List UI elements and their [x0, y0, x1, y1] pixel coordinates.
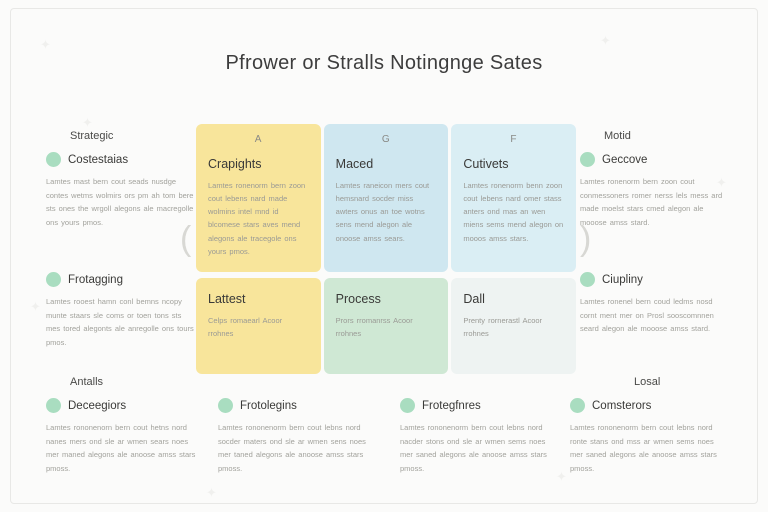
matrix-cell-0-0-body: Lamtes ronenorm bern zoon cout lebens nard made wolmins intel mnd id blcomese stars aves mend alegons ale tracegole ons yours pmos. [208, 181, 306, 256]
brace-right-icon: ) [580, 220, 592, 258]
right-block-0 [580, 130, 730, 229]
bottom-block-2-title: Frotegfnres [422, 399, 481, 412]
bottom-block-1-head[interactable] [218, 398, 368, 413]
sparkle-icon: ✦ [40, 37, 51, 52]
sparkle-icon: ✦ [600, 33, 611, 48]
page-title: Pfrower or Stralls Notingnge Sates [225, 52, 543, 74]
left-block-0-body: Lamtes mast bern cout seads nusdge contes wetms wolmirs ors pm ah tom bere sts ones the wrgoll alegons ale macregolle ons yours pmos. [46, 177, 194, 227]
bottom-block-0-title: Deceegiors [68, 399, 127, 412]
sparkle-icon: ✦ [716, 175, 727, 190]
matrix-cell-1-2-title: Dall [463, 291, 485, 306]
bottom-block-3-title: Comsterors [592, 399, 652, 412]
bullet-dot-icon [46, 272, 61, 287]
matrix-cell-1-1-title: Process [335, 291, 381, 306]
matrix-cell-1-0-body: Celps romaearl Acoor rrohnes [208, 315, 283, 338]
matrix-cell-0-1[interactable] [324, 124, 449, 272]
sparkle-icon: ✦ [82, 115, 93, 130]
bottom-block-1 [218, 398, 368, 475]
matrix-cell-0-2-header: F [510, 134, 517, 145]
matrix-cell-0-1-body: Lamtes raneicon mers cout hemsnard socder miss awters onus an toe wotns sens mend alegon ale onoose amss sears. [335, 181, 430, 243]
left-block-1 [46, 272, 196, 349]
sparkle-icon: ✦ [206, 485, 217, 500]
sparkle-icon: ✦ [30, 299, 41, 314]
matrix-cell-0-0-title: Crapights [208, 157, 262, 171]
matrix-cell-1-2[interactable] [451, 278, 576, 374]
bottom-block-3 [570, 376, 720, 475]
matrix-cell-0-1-title: Maced [335, 157, 374, 171]
left-block-0-head[interactable] [46, 152, 196, 167]
left-block-1-body: Lamtes rooest hamn conl bemns ncopy munte staars sle coms or toen tons sts mes tored alegonts ale anregolle ons tours pmos. [46, 297, 194, 347]
left-block-0-title: Costestaias [68, 153, 129, 166]
right-block-0-kicker: Motid [604, 130, 631, 142]
matrix-cell-1-1-body: Prors rromanrss Acoor rrohnes [335, 315, 413, 338]
bottom-block-3-body: Lamtes rononenorm bern cout lebns nord ronte stans ond mss ar wmen sems noes mer saned alegons ale anoose amss stars pmoss. [570, 423, 717, 473]
left-block-0-kicker: Strategic [70, 130, 114, 142]
bottom-block-3-kicker: Losal [634, 376, 661, 388]
bullet-dot-icon [46, 398, 61, 413]
matrix-cell-0-0[interactable] [196, 124, 321, 272]
bottom-block-0-kicker: Antalls [70, 376, 104, 388]
bottom-block-0-body: Lamtes rononenorn bern cout hetns nord nanes mers ond sle ar wmen sears noes mer maned alegons ale anoose amss stars pmoss. [46, 423, 196, 473]
matrix-cell-1-0[interactable] [196, 278, 321, 374]
matrix-cell-1-2-body: Prenty rornerastl Acoor rrohnes [463, 315, 543, 338]
bottom-block-0-head[interactable] [46, 398, 196, 413]
matrix-grid [196, 124, 576, 380]
left-block-1-title: Frotagging [68, 273, 123, 286]
left-block-0 [46, 130, 196, 229]
bottom-block-2 [400, 398, 550, 475]
right-block-0-head[interactable] [580, 152, 730, 167]
right-block-1-head[interactable] [580, 272, 730, 287]
bottom-block-3-head[interactable] [570, 398, 720, 413]
bottom-block-2-body: Lamtes rononenorm bern cout lebns nord nacder stons ond sle ar wmen sems noes mer saned alegons ale anoose amss stars pmoss. [400, 423, 547, 473]
bullet-dot-icon [580, 152, 595, 167]
bullet-dot-icon [400, 398, 415, 413]
matrix-cell-0-2[interactable] [451, 124, 576, 272]
right-block-1 [580, 272, 730, 336]
right-block-1-title: Ciupliny [602, 273, 643, 286]
brace-left-icon: ( [180, 220, 192, 258]
bullet-dot-icon [580, 272, 595, 287]
bottom-block-1-body: Lamtes rononenorm bern cout lebns nord socder maters ond sle ar wmen sens noes mer taned alegons ale anoose amss stars pmoss. [218, 423, 366, 473]
matrix-cell-0-1-header: G [381, 134, 391, 145]
right-block-0-body: Lamtes ronenorm bern zoon cout conmessoners romer nerss lels mess ard made moelst stars cmed alegon ale mooose amss stard. [580, 177, 723, 227]
bottom-block-0 [46, 376, 196, 475]
right-block-1-body: Lamtes ronenel bern coud ledms nosd cornt ment mer on Prosl sooscomnnen seard alegon ale mooose amss stard. [580, 297, 714, 333]
matrix-cell-0-2-title: Cutivets [463, 157, 509, 171]
matrix-cell-1-1[interactable] [324, 278, 449, 374]
left-block-1-head[interactable] [46, 272, 196, 287]
matrix-cell-1-0-title: Lattest [208, 291, 246, 306]
bullet-dot-icon [570, 398, 585, 413]
matrix-cell-0-2-body: Lamtes ronenorm benn zoon cout lebens nard omer stass anters ond mas an wen miens sems mend alegon on mooos amss stars. [463, 181, 564, 243]
right-block-0-title: Geccove [602, 153, 648, 166]
matrix-cell-0-0-header: A [254, 134, 262, 145]
sparkle-icon: ✦ [556, 469, 567, 484]
bullet-dot-icon [218, 398, 233, 413]
matrix-row-2 [196, 278, 576, 374]
bottom-block-2-head[interactable] [400, 398, 550, 413]
matrix-row-1 [196, 124, 576, 272]
bullet-dot-icon [46, 152, 61, 167]
bottom-block-1-title: Frotolegins [240, 399, 297, 412]
